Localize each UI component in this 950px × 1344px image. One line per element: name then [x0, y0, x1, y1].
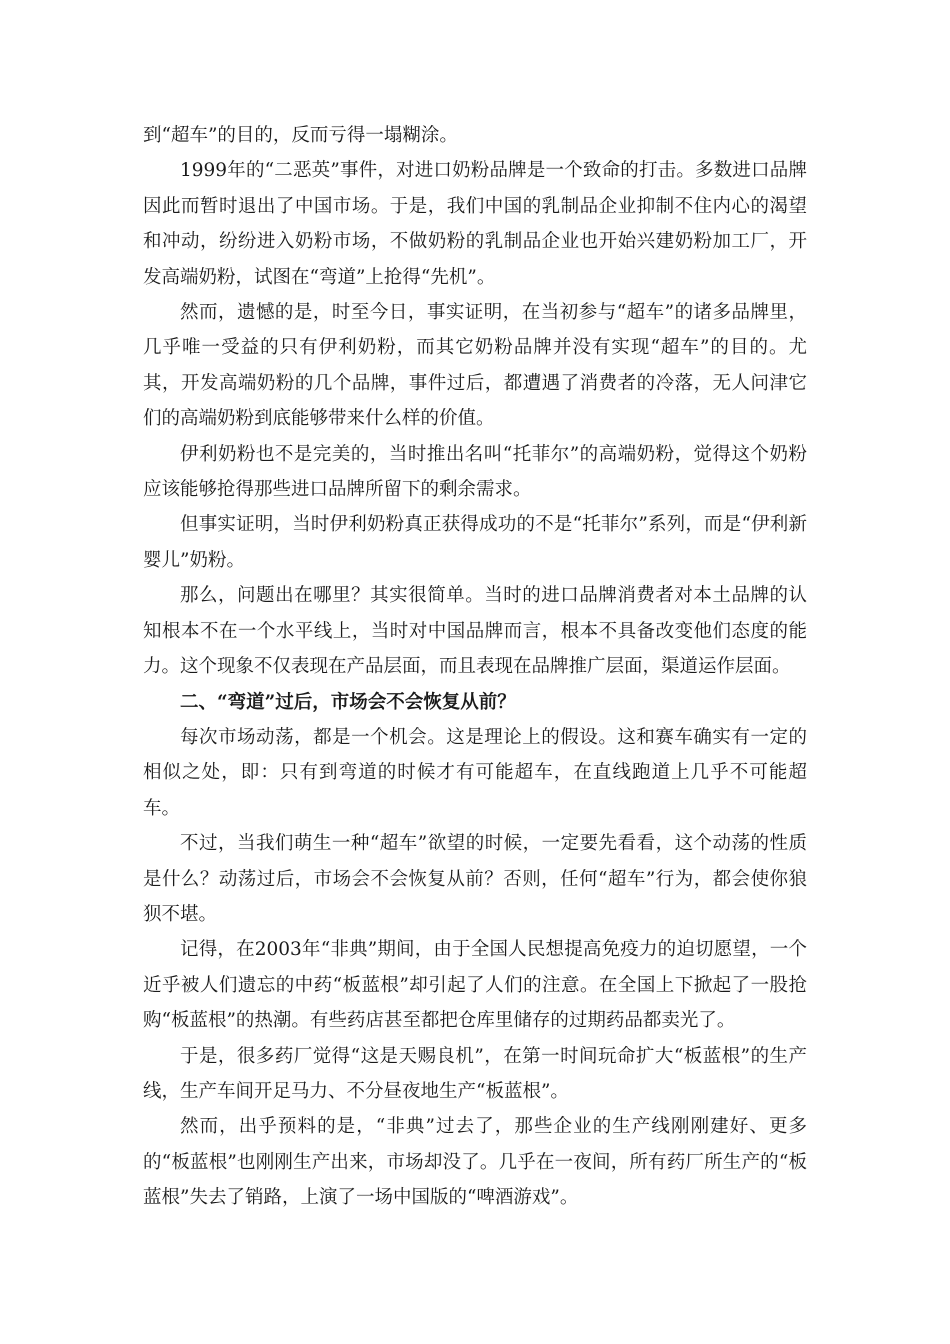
section-heading: 二、“弯道”过后，市场会不会恢复从前？: [180, 691, 516, 713]
paragraph: 但事实证明，当时伊利奶粉真正获得成功的不是“托菲尔”系列，而是“伊利新婴儿”奶粉。: [143, 514, 807, 571]
paragraph-continued: 到“超车”的目的，反而亏得一塌糊涂。: [143, 125, 458, 146]
paragraph: 于是，很多药厂觉得“这是天赐良机”，在第一时间玩命扩大“板蓝根”的生产线，生产车间开足马力、不分昼夜地生产“板蓝根”。: [143, 1045, 807, 1102]
paragraph: 然而，遗憾的是，时至今日，事实证明，在当初参与“超车”的诸多品牌里，几乎唯一受益的只有伊利奶粉，而其它奶粉品牌并没有实现“超车”的目的。尤其，开发高端奶粉的几个品牌，事件过后，都遭遇了消费者的冷落，无人问津它们的高端奶粉到底能够带来什么样的价值。: [143, 302, 807, 430]
paragraph: 每次市场动荡，都是一个机会。这是理论上的假设。这和赛车确实有一定的相似之处，即：只有到弯道的时候才有可能超车，在直线跑道上几乎不可能超车。: [143, 726, 807, 819]
paragraph: 那么，问题出在哪里？其实很简单。当时的进口品牌消费者对本土品牌的认知根本不在一个水平线上，当时对中国品牌而言，根本不具备改变他们态度的能力。这个现象不仅表现在产品层面，而且表现在品牌推广层面，渠道运作层面。: [143, 585, 807, 678]
paragraph: 伊利奶粉也不是完美的，当时推出名叫“托菲尔”的高端奶粉，觉得这个奶粉应该能够抢得那些进口品牌所留下的剩余需求。: [143, 443, 807, 501]
paragraph: 1999年的“二恶英”事件，对进口奶粉品牌是一个致命的打击。多数进口品牌因此而暂时退出了中国市场。于是，我们中国的乳制品企业抑制不住内心的渴望和冲动，纷纷进入奶粉市场，不做奶粉的乳制品企业也开始兴建奶粉加工厂，开发高端奶粉，试图在“弯道”上抢得“先机”。: [143, 160, 807, 288]
paragraph: 记得，在2003年“非典”期间，由于全国人民想提高免疫力的迫切愿望，一个近乎被人们遗忘的中药“板蓝根”却引起了人们的注意。在全国上下掀起了一股抢购“板蓝根”的热潮。有些药店甚至都把仓库里储存的过期药品都卖光了。: [143, 939, 807, 1032]
paragraph: 然而，出乎预料的是，“非典”过去了，那些企业的生产线刚刚建好、更多的“板蓝根”也刚刚生产出来，市场却没了。几乎在一夜间，所有药厂所生产的“板蓝根”失去了销路，上演了一场中国版的“啤酒游戏”。: [143, 1116, 807, 1209]
paragraph: 不过，当我们萌生一种“超车”欲望的时候，一定要先看看，这个动荡的性质是什么？动荡过后，市场会不会恢复从前？否则，任何“超车”行为，都会使你狼狈不堪。: [143, 833, 807, 925]
document-body: [143, 118, 807, 1216]
